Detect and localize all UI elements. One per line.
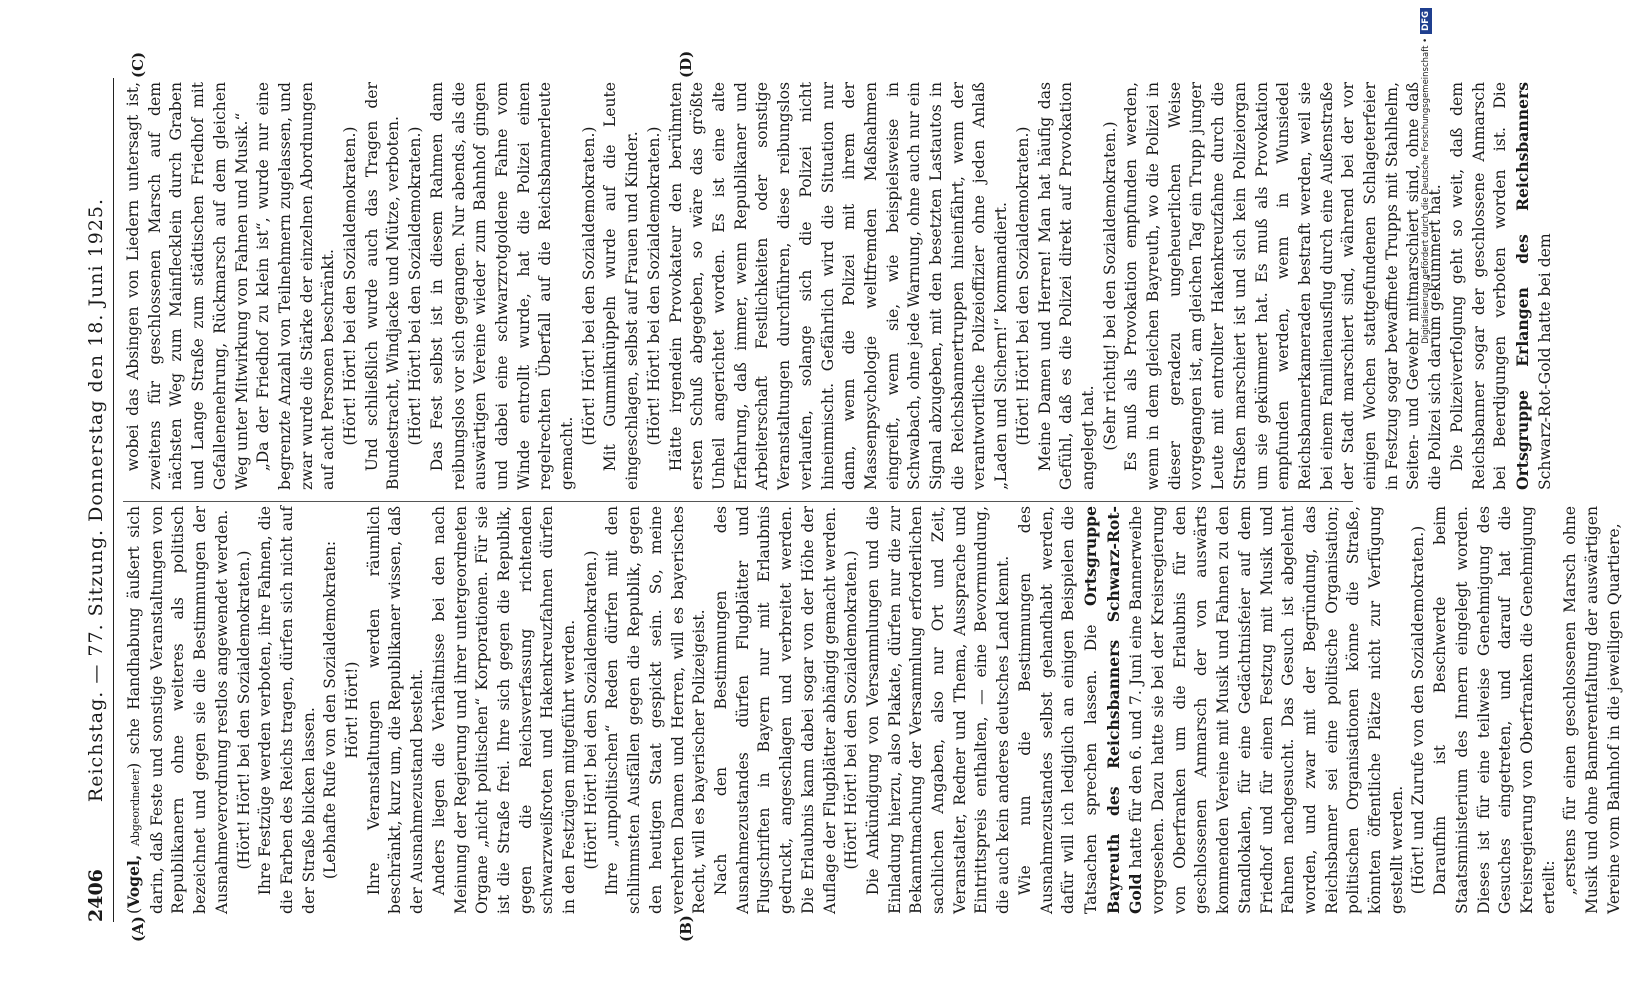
digitization-credit: [1420, 8, 1432, 992]
margin-marker-a: (A): [129, 916, 147, 942]
interjection: (Hört! Hört! bei den Sozialdemokraten.): [579, 126, 598, 446]
paragraph: Anders liegen die Verhältnisse bei den nach Meinung der Regierung und ihrer untergeordneten Organe „nicht politischen“ Korporationen. Für sie ist die Straße frei. Ihre sich gegen die Republik, gegen die Reichsverfassung richtenden schwarzweißroten und Hakenkreuzfahnen dürfen in den Festzügen mitgeführt werden.: [429, 506, 579, 914]
interjection: Hört! Hört!): [343, 661, 362, 759]
page-title: Reichstag. — 77. Sitzung. Donnerstag den 18. Juni 1925.: [85, 197, 107, 803]
dfg-logo: DFG: [1420, 8, 1432, 34]
interjection: (Lebhafte Rufe von den Sozialdemokraten:: [321, 540, 340, 880]
paragraph: „erstens für einen geschlossenen Marsch ohne Musik und ohne Bannerentfaltung der auswärtigen Vereine vom Bahnhof in die jeweiligen Quartiere,: [1561, 506, 1623, 914]
margin-marker-b: (B): [677, 915, 695, 942]
interjection: (Hört! Hört! bei den Sozialdemokraten.): [341, 126, 360, 446]
paragraph-text: Wie nun die Bestimmungen des Ausnahmezustandes selbst gehandhabt werden, dafür will ich lediglich an einigen Beispielen die Tatsachen sprechen lassen. Die: [1015, 506, 1100, 914]
speaker-role: Abgeordneter: [129, 768, 142, 847]
paragraph: Es muß als Provokation empfunden werden, wenn in dem gleichen Bayreuth, wo die Polizei in dieser geradezu ungeheuerlichen Weise vorgegangen ist, am gleichen Tag ein Trupp junger Leute mit entrollter Hakenkreuzfahne durch die Straßen marschiert ist und sich kein Polizeiorgan um sie gekümmert hat. Es muß als Provokation empfunden werden, wenn in Wunsiedel Reichsbannerkameraden bestraft werden, weil sie bei einem Familienausflug durch eine Außenstraße der Stadt marschiert sind, während bei der vor einigen Wochen stattgefundenen Schlageterfeier in Festzug sogar bewaffnete Trupps mit Stahlhelm, Seiten- und Gewehr mitmarschiert sind, ohne daß die Polizei sich darum gekümmert hat.: [1122, 82, 1445, 490]
paragraph: Ihre Veranstaltungen werden räumlich beschränkt, kurz um, die Republikaner wissen, daß der Ausnahmezustand besteht.: [364, 506, 427, 914]
left-column: [123, 506, 1623, 914]
paragraph-text: Schwarz-Rot-Gold hatte bei dem: [1535, 233, 1554, 490]
interjection: (Hört! Hört! bei den Sozialdemokraten.): [234, 550, 253, 870]
paragraph: Ihre „unpolitischen“ Reden dürfen mit den schlimmsten Ausfällen gegen die Republik, gegen den heutigen Staat gespickt sein. So, meine verehrten Damen und Herren, will es bayerisches Recht, will es bayerischer Polizeigeist.: [603, 506, 709, 914]
paragraph-text: Die Polizeiverfolgung geht so weit, daß dem Reichsbanner sogar der geschlossene Anmarsch bei Beerdigungen verboten worden ist. Die: [1447, 82, 1510, 490]
page-header: [79, 78, 114, 922]
credit-line: [1420, 8, 1432, 992]
paragraph: Und schließlich wurde auch das Tragen der Bundestracht, Windjacke und Mütze, verboten.: [362, 82, 403, 490]
paragraph: Die Ankündigung von Versammlungen und die Einladung hierzu, also Plakate, dürfen nur die zur Bekanntmachung der Versammlung erforderlichen sachlichen Angaben, also nur Ort und Zeit, Veranstalter, Redner und Thema, Aussprache und Eintrittspreis enthalten, — eine Bevormundung, die auch kein anderes deutsches Land kennt.: [863, 506, 1013, 914]
interjection: (Hört! Hört! bei den Sozialdemokraten.): [406, 126, 425, 446]
column-divider: [123, 501, 1353, 502]
paragraph: wobei das Absingen von Liedern untersagt ist, zweitens für geschlossenen Marsch auf dem nächsten Weg zum Mainflecklein durch Graben und Lange Straße zum städtischen Friedhof mit Gefallenenehrung, Rückmarsch auf dem gleichen Weg unter Mitwirkung von Fahnen und Musik.“: [124, 82, 251, 490]
paragraph-text: hatte für den 6. und 7. Juni eine Bannerweihe vorgesehen. Dazu hatte sie bei der Kreisregierung von Oberfranken um die Erlaubnis für den geschlossenen Anmarsch der von auswärts kommenden Vereine mit Musik und Fahnen zu den Standlokalen, für eine Gedächtnisfeier auf dem Friedhof und für einen Festzug mit Musik und Fahnen nachgesucht. Das Gesuch ist abgelehnt worden, und zwar mit der Begründung, das Reichsbanner sei eine politische Organisation; politischen Organisationen könne die Straße, könnten öffentliche Plätze nicht zur Verfügung gestellt werden.: [1127, 506, 1406, 914]
paragraph: Das Fest selbst ist in diesem Rahmen dann reibungslos vor sich gegangen. Nur abends, als die auswärtigen Vereine wieder zum Bahnhof gingen und dabei eine schwarzrotgoldene Fahne vom Winde entrollt wurde, hat die Polizei einen regelrechten Überfall auf die Reichsbannerleute gemacht.: [427, 82, 577, 490]
margin-marker-d: (D): [677, 50, 695, 78]
interjection: (Hört! Hört! bei den Sozialdemokraten.): [581, 550, 600, 870]
paragraph: Ihre Festzüge werden verboten, ihre Fahnen, die die Farben des Reichs tragen, dürfen sich nicht auf der Straße blicken lassen.: [256, 506, 318, 914]
paragraph: Daraufhin ist Beschwerde beim Staatsministerium des Innern eingelegt worden. Dieses ist für eine teilweise Genehmigung des Gesuches eingetreten, und darauf hat die Kreisregierung von Oberfranken die Genehmigung erteilt:: [1431, 506, 1558, 914]
page-number: 2406: [85, 869, 107, 922]
speaker-name: Vogel,: [124, 854, 143, 908]
margin-marker-c: (C): [129, 51, 147, 78]
interjection: (Hört! Hört! bei den Sozialdemokraten.): [842, 550, 861, 870]
interjection: (Hört! und Zurufe von den Sozialdemokraten.): [1409, 525, 1428, 895]
credit-text: Digitalisierung gefördert durch die Deutsche Forschungsgemeinschaft •: [1421, 37, 1431, 344]
organisation-name: Ortsgruppe Bayreuth des Reichsbanners Schwarz-Rot-Gold: [1080, 506, 1146, 914]
paragraph: „Da der Friedhof zu klein ist“, wurde nur eine begrenzte Anzahl von Teilnehmern zugelassen, und zwar wurde die Stärke der einzelnen Abordnungen auf acht Personen beschränkt.: [254, 82, 338, 490]
interjection: (Hört! Hört! bei den Sozialdemokraten.): [644, 126, 663, 446]
paragraph: (Vogel, Abgeordneter) sche Handhabung äußert sich darin, daß Feste und sonstige Veranstaltungen von Republikanern ohne weiteres als politisch bezeichnet und gegen sie die Bestimmungen der Ausnahmeverordnung restlos angewendet werden.: [124, 506, 231, 914]
paragraph: [1015, 506, 1409, 914]
paragraph: Nach den Bestimmungen des Ausnahmezustandes dürfen Flugblätter und Flugschriften in Bayern nur mit Erlaubnis gedruckt, angeschlagen und verbreitet werden. Die Erlaubnis kann dabei sogar von der Höhe der Auflage der Flugblätter abhängig gemacht werden.: [711, 506, 839, 914]
organisation-name: Ortsgruppe Erlangen des Reichsbanners: [1513, 82, 1532, 490]
paragraph: Meine Damen und Herren! Man hat häufig das Gefühl, daß es die Polizei direkt auf Provokation angelegt hat.: [1035, 82, 1097, 490]
paragraph: Hätte irgendein Provokateur den berühmten ersten Schuß abgegeben, so wäre das größte Unheil angerichtet worden. Es ist eine alte Erfahrung, daß immer, wenn Republikaner und Arbeiterschaft Festlichkeiten oder sonstige Veranstaltungen durchführen, diese reibungslos verlaufen, solange sich die Polizei nicht hineinmischt. Gefährlich wird die Situation nur dann, wenn die Polizei mit ihrem der Massenpsychologie weltfremden Maßnahmen eingreift, wenn sie, wie beispielsweise in Schwabach, ohne jede Warnung, ohne auch nur ein Signal abzugeben, mit den besetzten Lastautos in die Reichsbannertruppen hineinfährt, wenn der verantwortliche Polizeioffizier ohne jeden Anlaß „Laden und Sichern!“ kommandiert.: [666, 82, 1011, 490]
paragraph: [1447, 82, 1557, 490]
paragraph: Mit Gummiknüppeln wurde auf die Leute eingeschlagen, selbst auf Frauen und Kinder.: [601, 82, 642, 490]
paragraph-text: sche Handhabung äußert sich darin, daß Feste und sonstige Veranstaltungen von Republikanern ohne weiteres als politisch bezeichnet und gegen sie die Bestimmungen der Ausnahmeverordnung restlos angewendet werden.: [125, 506, 231, 914]
interjection: (Hört! Hört! bei den Sozialdemokraten.): [1013, 126, 1032, 446]
interjection: (Sehr richtig! bei den Sozialdemokraten.): [1100, 121, 1119, 451]
